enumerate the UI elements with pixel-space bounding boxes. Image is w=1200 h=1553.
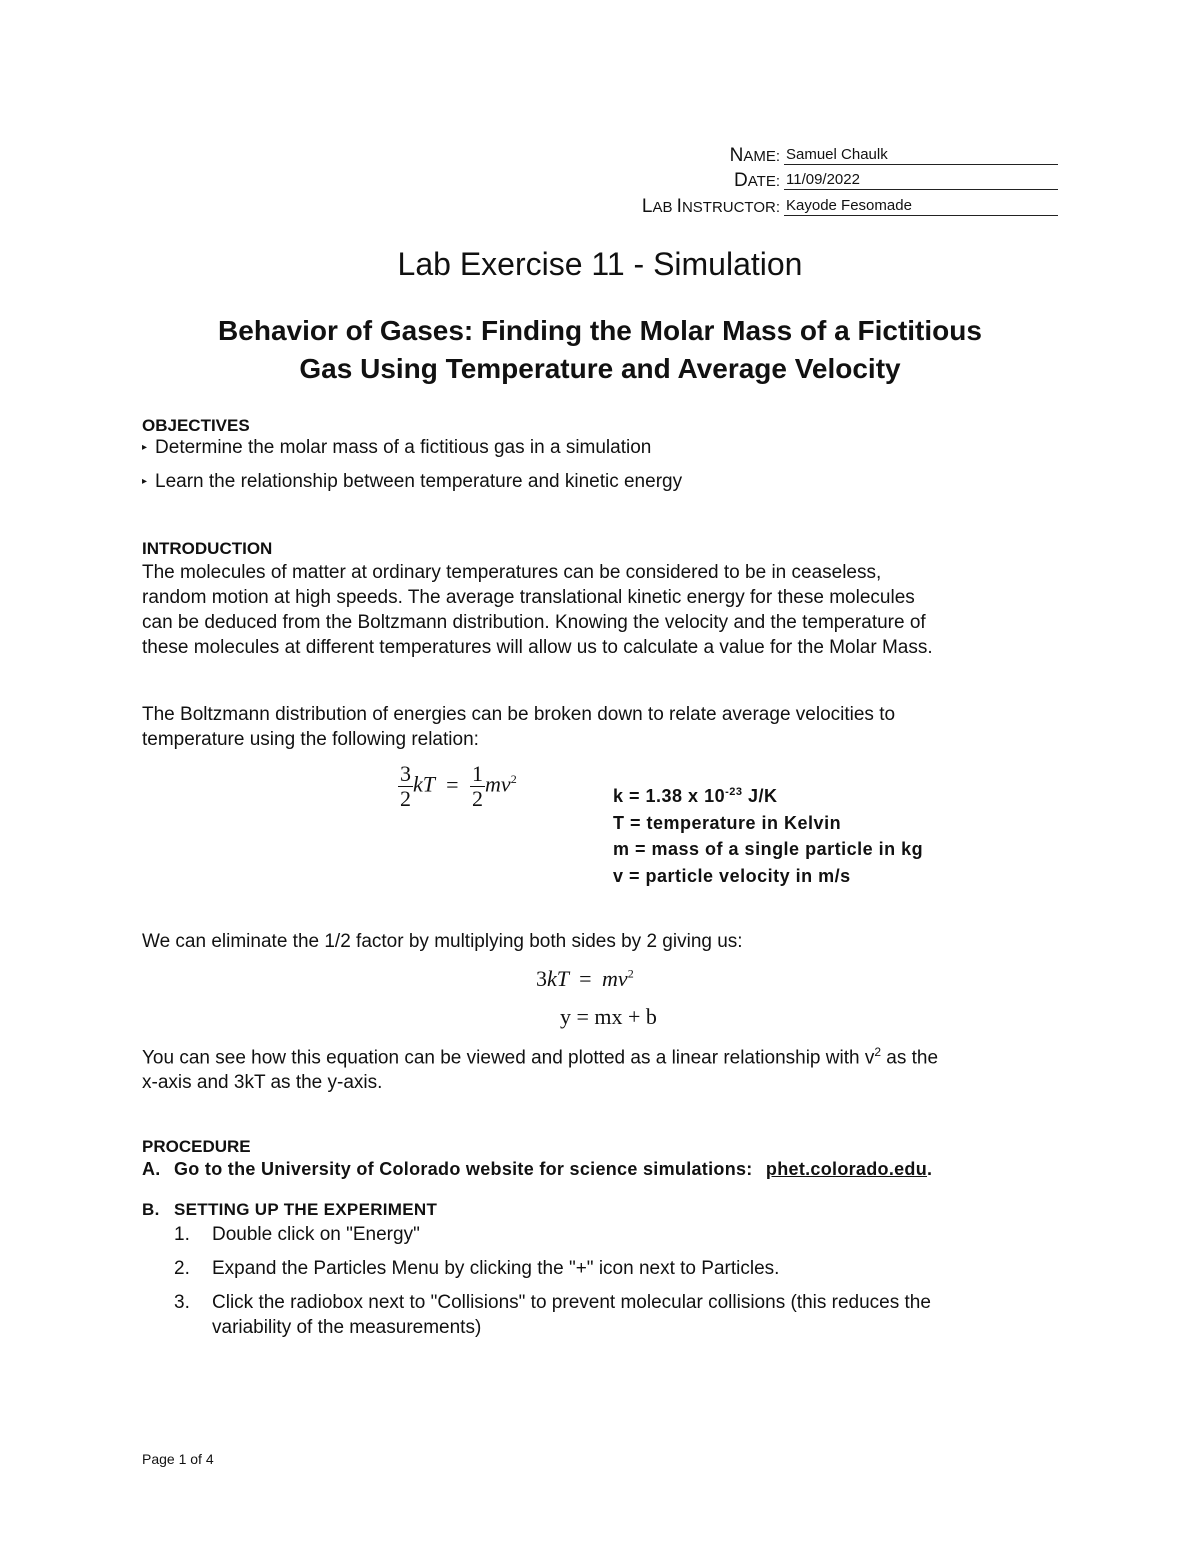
bullet-icon: ▸: [142, 442, 148, 454]
intro-paragraph-2: The Boltzmann distribution of energies can be broken down to relate average velocities to temperature using the following relation:: [142, 704, 896, 750]
constant-k: k = 1.38 x $10^{-23}$ J/K: [613, 786, 778, 806]
name-field[interactable]: Samuel Chaulk: [784, 146, 1058, 165]
setup-step: 2. Expand the Particles Menu by clicking the "+" icon next to Particles.: [174, 1258, 780, 1279]
linear-equation: y = mx + b: [560, 1004, 657, 1029]
lab-instructor-label: LAB INSTRUCTOR:: [641, 196, 780, 217]
setup-step-continuation: variability of the measurements): [212, 1317, 482, 1338]
constant-m: m = mass of a single particle in kg: [613, 839, 924, 859]
procedure-step-a: A. Go to the University of Colorado website for science simulations: phet.colorado.edu.: [142, 1159, 933, 1179]
constant-t: T = temperature in Kelvin: [613, 812, 842, 833]
phet-link[interactable]: phet.colorado.edu: [765, 1159, 928, 1179]
page-title: Lab Exercise 11 - Simulation: [397, 246, 803, 282]
constant-v: v = particle velocity in m/s: [613, 865, 851, 886]
eliminate-text: We can eliminate the 1/2 factor by multiplying both sides by 2 giving us:: [142, 931, 743, 952]
subtitle-line-2: Gas Using Temperature and Average Velocity: [299, 353, 901, 384]
page-number: Page 1 of 4: [142, 1451, 214, 1467]
date-label: DATE:: [734, 170, 780, 191]
objective-item: ▸ Learn the relationship between temperature and kinetic energy: [142, 471, 683, 492]
lab-instructor-field[interactable]: Kayode Fesomade: [784, 197, 1058, 216]
linear-relationship-text: You can see how this equation can be viewed and plotted as a linear relationship with $v^2$ as the x-axis and 3kT as the y-axis.: [142, 1045, 939, 1094]
setup-step: 3. Click the radiobox next to "Collisions" to prevent molecular collisions (this reduces the: [174, 1292, 931, 1313]
procedure-heading: PROCEDURE: [142, 1137, 251, 1156]
name-label: NAME:: [729, 145, 780, 166]
bullet-icon: ▸: [142, 476, 148, 488]
subtitle-line-1: Behavior of Gases: Finding the Molar Mass of a Fictitious: [218, 315, 982, 346]
date-field[interactable]: 11/09/2022: [784, 171, 1058, 190]
boltzmann-equation: $\frac{3}{2}$ kT = $\frac{1}{2}$ $mv^2$: [400, 761, 517, 811]
objective-item: ▸ Determine the molar mass of a fictitious gas in a simulation: [142, 437, 652, 458]
setup-step: 1. Double click on "Energy": [174, 1224, 420, 1245]
constants-legend: [613, 779, 923, 889]
intro-paragraph-1: The molecules of matter at ordinary temperatures can be considered to be in ceaseless, random motion at high speeds. The average translational kinetic energy for these molecules can be deduced from the Boltzmann distribution. Knowing the velocity and the temperature of these molecules at different temperatures will allow us to calculate a value for the Molar Mass.: [142, 562, 933, 658]
procedure-step-b: B. SETTING UP THE EXPERIMENT: [142, 1200, 438, 1219]
objectives-heading: OBJECTIVES: [142, 416, 250, 435]
simplified-equation: $3kT = mv^2$: [536, 966, 634, 991]
introduction-heading: INTRODUCTION: [142, 539, 273, 558]
